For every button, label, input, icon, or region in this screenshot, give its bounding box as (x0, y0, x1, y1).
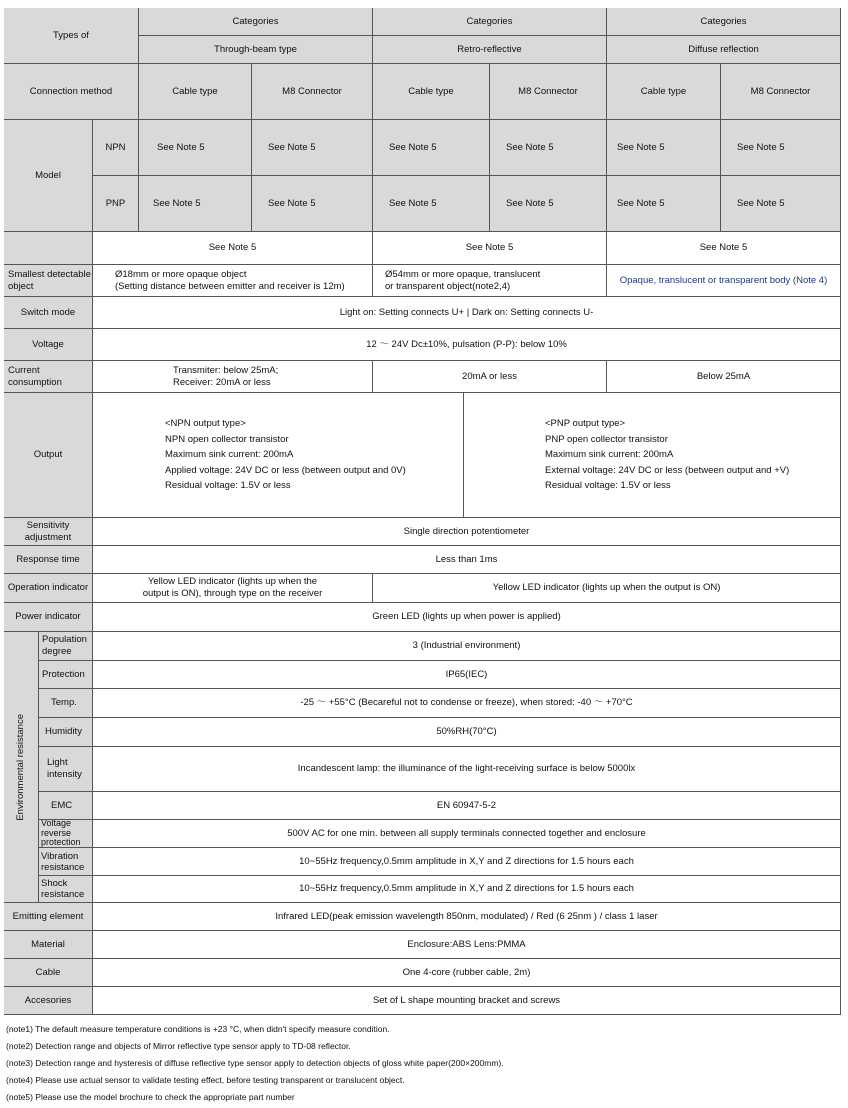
smallest-through-beam (93, 265, 373, 297)
smallest-retro-line2: or transparent object(note2,4) (385, 280, 511, 292)
response-time-value: Less than 1ms (93, 546, 841, 574)
current-retro: 20mA or less (373, 361, 607, 393)
env-value-emc: EN 60947-5-2 (93, 792, 841, 820)
categories-label-3: Categories (607, 8, 841, 36)
m8-connector-through-beam: M8 Connector (252, 64, 373, 120)
env-value-vibration: 10~55Hz frequency,0.5mm amplitude in X,Y and Z directions for 1.5 hours each (93, 848, 841, 876)
output-npn-line: Applied voltage: 24V DC or less (between output and 0V) (165, 464, 406, 476)
cable-type-through-beam: Cable type (139, 64, 252, 120)
output-npn-line: NPN open collector transistor (165, 433, 289, 445)
model-npn-retro-m8: See Note 5 (490, 120, 607, 176)
material-label: Material (4, 931, 93, 959)
notes-section (6, 1021, 836, 1106)
connection-method-label: Connection method (4, 64, 139, 120)
spec-table (4, 8, 841, 1015)
env-label-population: Population degree (39, 632, 93, 661)
operation-through-beam (93, 574, 373, 603)
environmental-group (4, 632, 39, 903)
env-label-vibration: Vibration resistance (39, 848, 93, 876)
power-indicator-label: Power indicator (4, 603, 93, 632)
output-pnp-line: PNP open collector transistor (545, 433, 668, 445)
output-pnp-line: <PNP output type> (545, 418, 626, 430)
output-npn (93, 393, 464, 518)
power-indicator-value: Green LED (lights up when power is applied) (93, 603, 841, 632)
model-npn-through-m8: See Note 5 (252, 120, 373, 176)
env-label-light: Light intensity (39, 747, 93, 792)
cable-type-retro: Cable type (373, 64, 490, 120)
model-pnp-through-cable: See Note 5 (139, 176, 252, 232)
cable-label: Cable (4, 959, 93, 987)
model-npn-through-cable: See Note 5 (139, 120, 252, 176)
env-label-voltage-reverse: Voltage reverse protection (39, 820, 93, 848)
model-pnp-retro-cable: See Note 5 (373, 176, 490, 232)
model-npn-diffuse-cable: See Note 5 (607, 120, 721, 176)
operation-others: Yellow LED indicator (lights up when the output is ON) (373, 574, 841, 603)
accessories-label: Accesories (4, 987, 93, 1015)
smallest-through-line1: Ø18mm or more opaque object (115, 268, 247, 280)
operation-indicator-label: Operation indicator (4, 574, 93, 603)
note-line: (note1) The default measure temperature conditions is +23 °C, when didn't specify measure condition. (6, 1024, 390, 1034)
env-label-protection: Protection (39, 661, 93, 689)
model-npn-diffuse-m8: See Note 5 (721, 120, 841, 176)
material-value: Enclosure:ABS Lens:PMMA (93, 931, 841, 959)
current-consumption-label: Current consumption (4, 361, 93, 393)
current-diffuse: Below 25mA (607, 361, 841, 393)
current-through-beam (93, 361, 373, 393)
cable-value: One 4-core (rubber cable, 2m) (93, 959, 841, 987)
output-npn-line: Residual voltage: 1.5V or less (165, 480, 291, 492)
current-through-line1: Transmiter: below 25mA; (173, 364, 279, 376)
env-label-shock: Shock resistance (39, 876, 93, 903)
retro-reflective-header: Retro-reflective (373, 36, 607, 64)
note5-diffuse: See Note 5 (607, 232, 841, 265)
accessories-value: Set of L shape mounting bracket and screws (93, 987, 841, 1015)
environmental-label: Environmental resistance (15, 713, 26, 821)
output-npn-line: <NPN output type> (165, 418, 246, 430)
model-pnp-retro-m8: See Note 5 (490, 176, 607, 232)
npn-label: NPN (93, 120, 139, 176)
types-of-label: Types of (4, 8, 139, 64)
pnp-label: PNP (93, 176, 139, 232)
categories-label-1: Categories (139, 8, 373, 36)
smallest-retro-line1: Ø54mm or more opaque, translucent (385, 268, 541, 280)
env-label-emc: EMC (39, 792, 93, 820)
smallest-through-line2: (Setting distance between emitter and receiver is 12m) (115, 280, 345, 292)
switch-mode-value: Light on: Setting connects U+ | Dark on: Setting connects U- (93, 297, 841, 329)
emitting-element-value: Infrared LED(peak emission wavelength 850nm, modulated) / Red (6 25nm ) / class 1 laser (93, 903, 841, 931)
model-npn-retro-cable: See Note 5 (373, 120, 490, 176)
cable-type-diffuse: Cable type (607, 64, 721, 120)
operation-through-line2: output is ON), through type on the receiver (142, 588, 323, 599)
blank-label-cell (4, 232, 93, 265)
operation-through-line1: Yellow LED indicator (lights up when the (147, 576, 318, 587)
sensitivity-value: Single direction potentiometer (93, 518, 841, 546)
env-label-humidity: Humidity (39, 718, 93, 747)
env-value-population: 3 (Industrial environment) (93, 632, 841, 661)
env-value-humidity: 50%RH(70°C) (93, 718, 841, 747)
output-pnp-line: External voltage: 24V DC or less (between output and +V) (545, 464, 790, 476)
note-line: (note3) Detection range and hysteresis of diffuse reflective type sensor apply to detection objects of gloss white paper(200×200mm). (6, 1058, 504, 1068)
model-label: Model (4, 120, 93, 232)
m8-connector-diffuse: M8 Connector (721, 64, 841, 120)
emitting-element-label: Emitting element (4, 903, 93, 931)
env-value-light: Incandescent lamp: the illuminance of the light-receiving surface is below 5000lx (93, 747, 841, 792)
response-time-label: Response time (4, 546, 93, 574)
output-pnp-line: Maximum sink current: 200mA (545, 449, 674, 461)
output-npn-line: Maximum sink current: 200mA (165, 449, 294, 461)
note5-through-beam: See Note 5 (93, 232, 373, 265)
voltage-value: 12 ～ 24V Dc±10%, pulsation (P-P): below 10% (93, 329, 841, 361)
categories-label-2: Categories (373, 8, 607, 36)
smallest-diffuse: Opaque, translucent or transparent body (Note 4) (607, 265, 841, 297)
note-line: (note2) Detection range and objects of Mirror reflective type sensor apply to TD-08 reflector. (6, 1041, 351, 1051)
model-pnp-diffuse-cable: See Note 5 (607, 176, 721, 232)
diffuse-reflection-header: Diffuse reflection (607, 36, 841, 64)
output-label: Output (4, 393, 93, 518)
model-pnp-diffuse-m8: See Note 5 (721, 176, 841, 232)
output-pnp (464, 393, 841, 518)
smallest-retro (373, 265, 607, 297)
note5-retro: See Note 5 (373, 232, 607, 265)
env-value-shock: 10~55Hz frequency,0.5mm amplitude in X,Y and Z directions for 1.5 hours each (93, 876, 841, 903)
current-through-line2: Receiver: 20mA or less (173, 376, 271, 388)
m8-connector-retro: M8 Connector (490, 64, 607, 120)
voltage-label: Voltage (4, 329, 93, 361)
through-beam-header: Through-beam type (139, 36, 373, 64)
env-value-protection: IP65(IEC) (93, 661, 841, 689)
env-label-temp: Temp. (39, 689, 93, 718)
model-pnp-through-m8: See Note 5 (252, 176, 373, 232)
note-line: (note4) Please use actual sensor to validate testing effect, before testing transparent or translucent object. (6, 1075, 405, 1085)
switch-mode-label: Switch mode (4, 297, 93, 329)
sensitivity-label: Sensitivity adjustment (4, 518, 93, 546)
output-pnp-line: Residual voltage: 1.5V or less (545, 480, 671, 492)
env-value-temp: -25 ～ +55°C (Becareful not to condense or freeze), when stored: -40 ～ +70°C (93, 689, 841, 718)
note-line: (note5) Please use the model brochure to check the appropriate part number (6, 1092, 295, 1102)
smallest-object-label: Smallest detectable object (4, 265, 93, 297)
env-value-voltage-reverse: 500V AC for one min. between all supply terminals connected together and enclosure (93, 820, 841, 848)
